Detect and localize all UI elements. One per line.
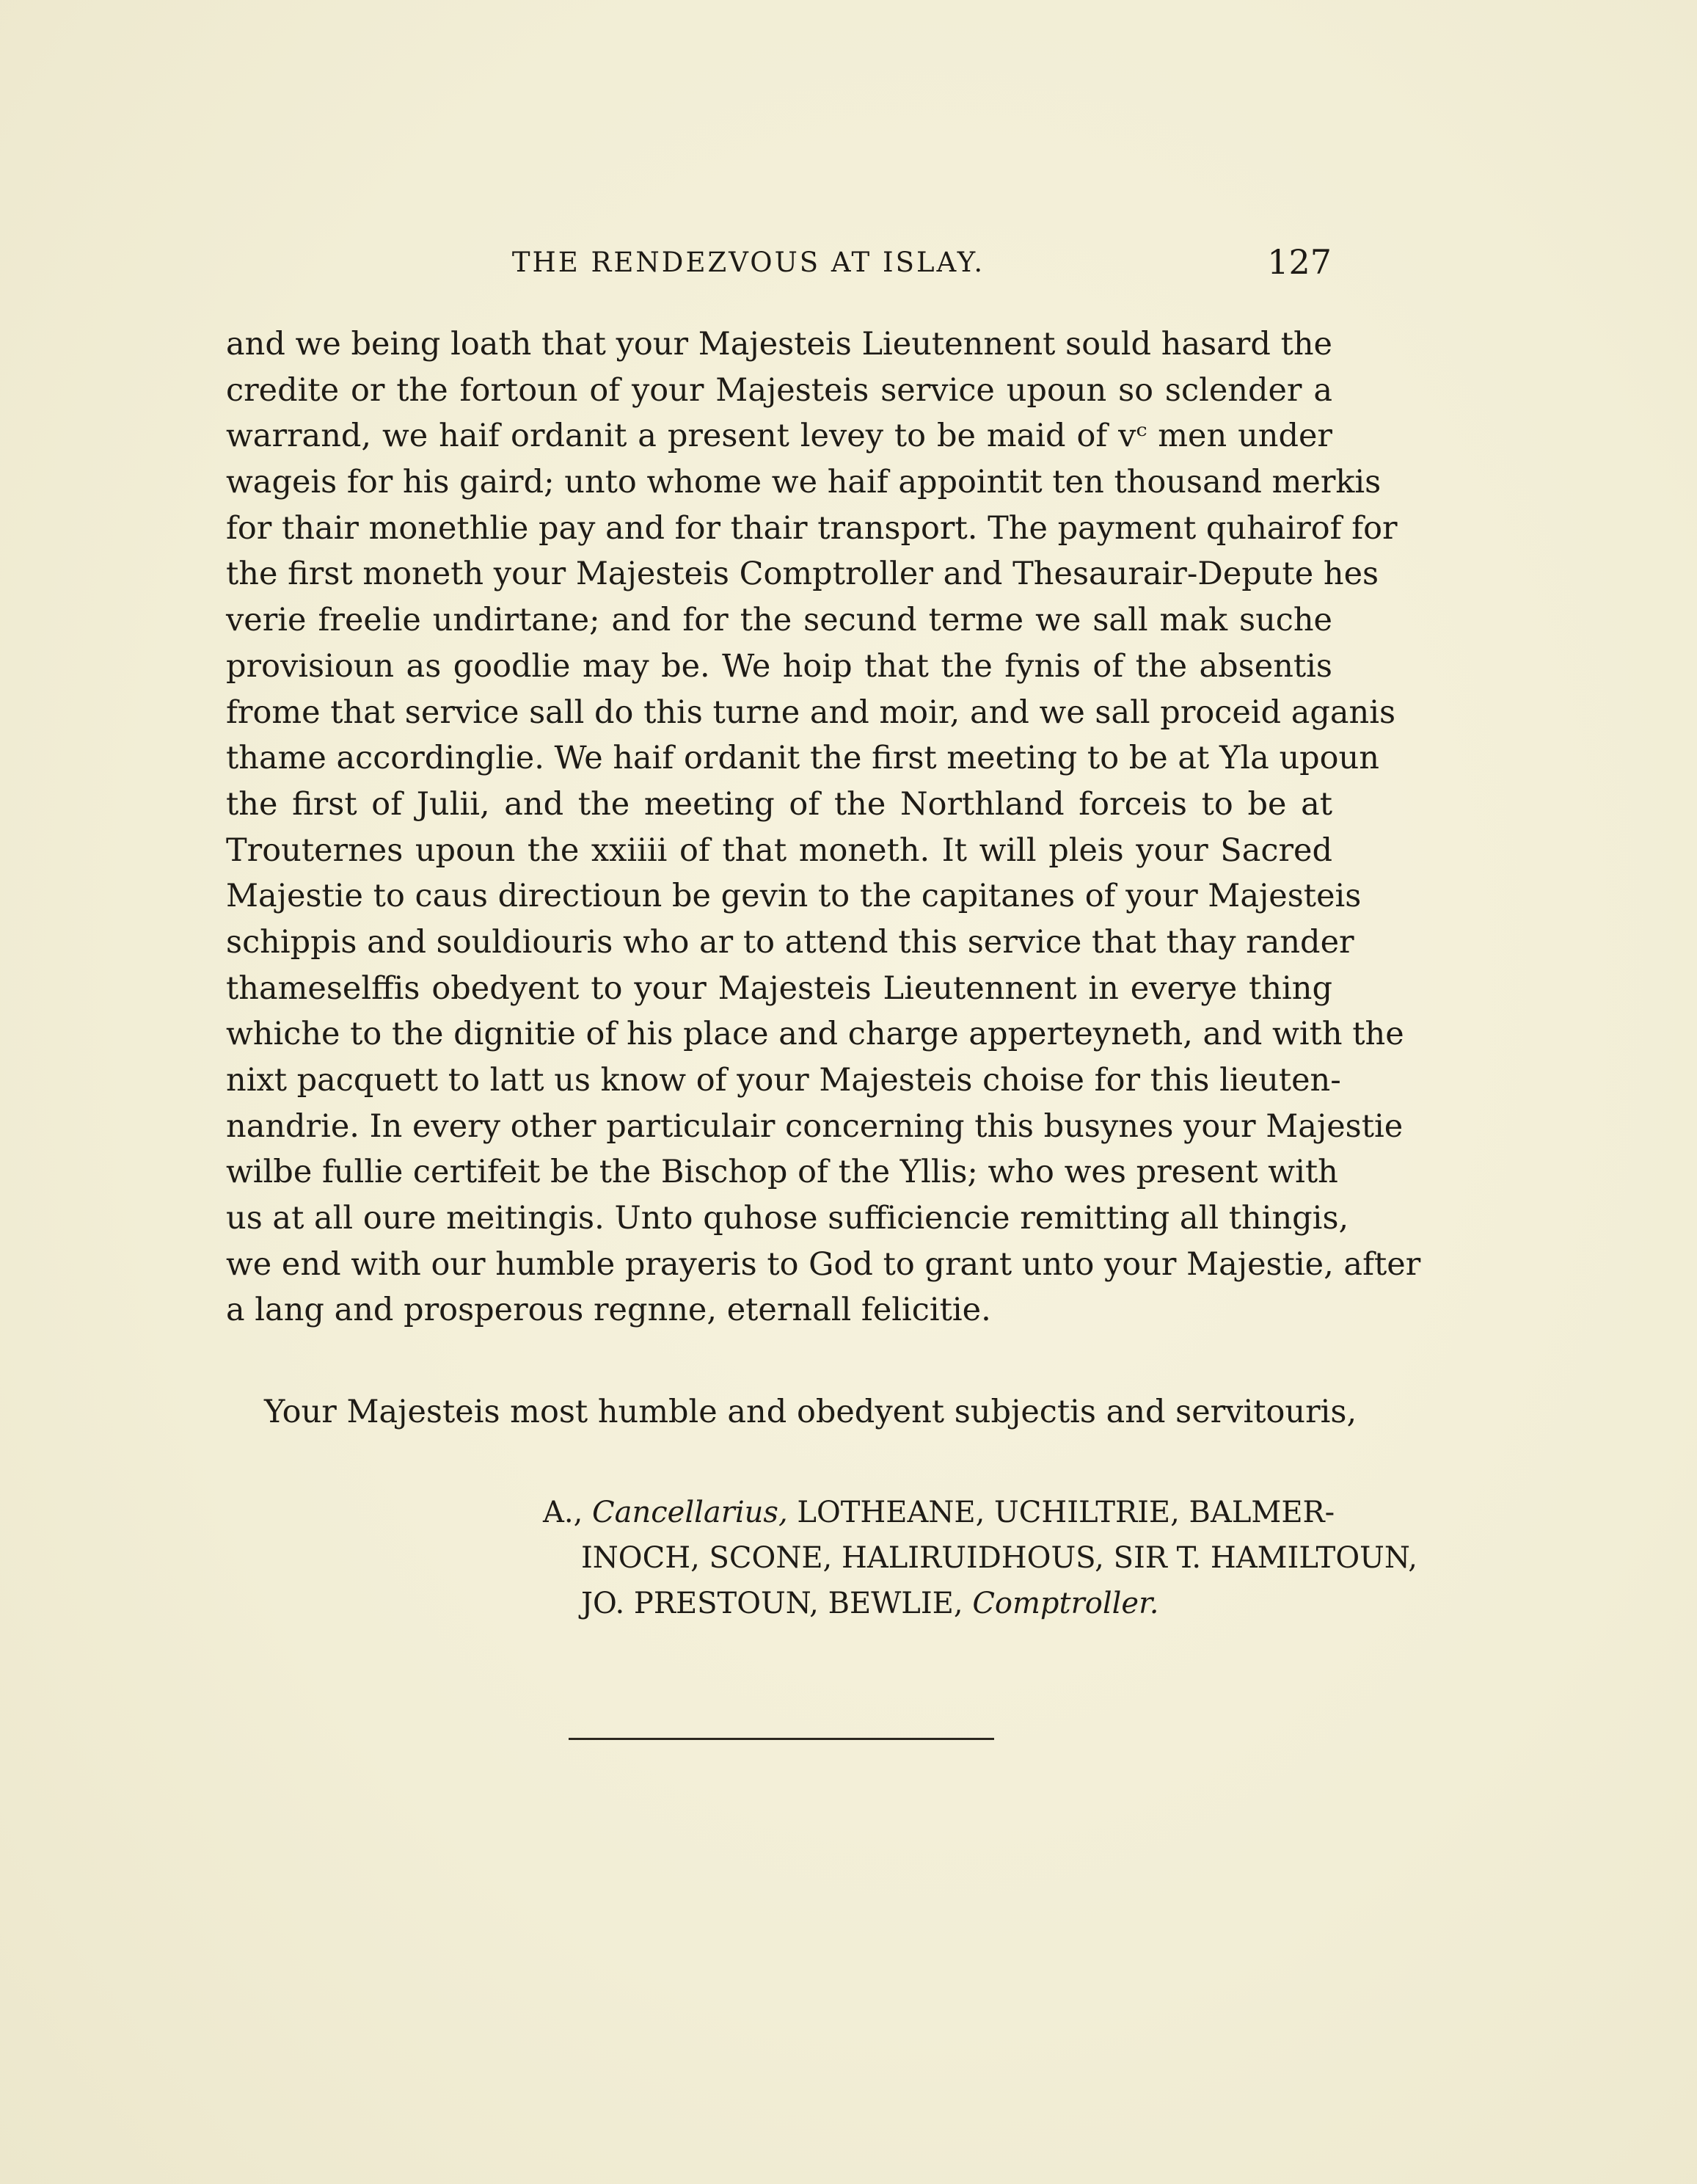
signature-line-3 xyxy=(543,1581,1334,1626)
text-line: nandrie. In every other particulair concerning this busynes your Majestie xyxy=(226,1107,1404,1145)
text-line: nixt pacquett to latt us know of your Majesteis choise for this lieuten- xyxy=(226,1062,1341,1099)
signature-block xyxy=(543,1490,1417,1626)
signature-line-2: INOCH, SCONE, HALIRUIDHOUS, SIR T. HAMILTOUN, xyxy=(581,1541,1417,1575)
section-divider-rule xyxy=(569,1738,994,1740)
text-line-last: a lang and prosperous regnne, eternall felicitie. xyxy=(226,1292,991,1329)
text-line: thame accordinglie. We haif ordanit the first meeting to be at Yla upoun xyxy=(226,740,1379,777)
signature-role-comptroller: Comptroller. xyxy=(972,1587,1159,1620)
text-line: wageis for his gaird; unto whome we haif appointit ten thousand merkis xyxy=(226,464,1382,501)
text-line: for thair monethlie pay and for thair transport. The payment quhairof for xyxy=(226,509,1398,547)
text-line: wilbe fullie certifeit be the Bischop of the Yllis; who wes present with xyxy=(226,1154,1338,1191)
text-line: the first of Julii, and the meeting of the Northland forceis to be at xyxy=(226,785,1332,823)
text-line: we end with our humble prayeris to God to grant unto your Majestie, after xyxy=(226,1245,1421,1283)
text-line: and we being loath that your Majesteis Lieutennent sould hasard the xyxy=(226,326,1332,363)
signature-line-1 xyxy=(543,1490,1334,1535)
text-line: Trouternes upoun the xxiiii of that moneth. It will pleis your Sacred xyxy=(226,831,1332,869)
page-number: 127 xyxy=(1267,242,1332,282)
text-line: thameselffis obedyent to your Majesteis Lieutennent in everye thing xyxy=(226,969,1332,1007)
body-paragraph xyxy=(226,321,1421,1333)
text-line: us at all oure meitingis. Unto quhose sufficiencie remitting all thingis, xyxy=(226,1200,1349,1237)
signature-names: JO. PRESTOUN, BEWLIE, xyxy=(581,1587,973,1620)
text-line: verie freelie undirtane; and for the secund terme we sall mak suche xyxy=(226,602,1332,639)
text-line: provisioun as goodlie may be. We hoip that the fynis of the absentis xyxy=(226,647,1332,685)
text-line: credite or the fortoun of your Majesteis service upoun so sclender a xyxy=(226,371,1332,409)
signature-names: LOTHEANE, UCHILTRIE, BALMER- xyxy=(787,1496,1335,1529)
signature-role-chancellor: Cancellarius, xyxy=(592,1496,788,1529)
text-line: Majestie to caus directioun be gevin to the capitanes of your Majesteis xyxy=(226,878,1362,915)
running-title: THE RENDEZVOUS AT ISLAY. xyxy=(511,247,985,278)
text-line: the first moneth your Majesteis Comptroller and Thesaurair-Depute hes xyxy=(226,556,1379,593)
text-line: frome that service sall do this turne and moir, and we sall proceid aganis xyxy=(226,694,1396,731)
page-header xyxy=(224,242,1332,286)
closing-salutation: Your Majesteis most humble and obedyent subjectis and servitouris, xyxy=(264,1394,1357,1430)
signature-prefix: A., xyxy=(543,1496,593,1529)
text-line: whiche to the dignitie of his place and charge apperteyneth, and with the xyxy=(226,1016,1404,1053)
text-line: schippis and souldiouris who ar to attend this service that thay rander xyxy=(226,923,1354,961)
text-line: warrand, we haif ordanit a present levey to be maid of vᶜ men under xyxy=(226,418,1332,455)
